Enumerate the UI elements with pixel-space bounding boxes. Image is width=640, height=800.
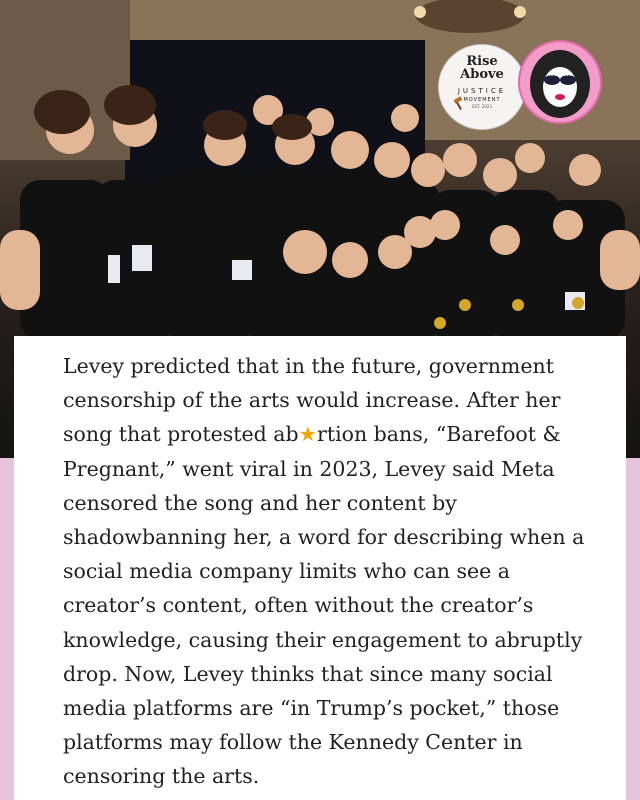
article-text-part-1: Levey predicted that in the future, government censorship of the arts would increase. After her song that protested ab bbox=[63, 354, 561, 447]
logo-rise-line-2: Above bbox=[460, 67, 504, 82]
logo-rise-line-3: JUSTICE bbox=[457, 87, 507, 95]
logo-rise-line-1: Rise bbox=[466, 54, 498, 69]
logo-rise-line-5: EST. 2023 bbox=[472, 104, 492, 109]
rise-above-logo bbox=[438, 44, 526, 130]
face-illustration-icon bbox=[520, 42, 600, 122]
logo-rise-line-4: MOVEMENT bbox=[463, 97, 501, 103]
article-text-part-2: rtion bans, “Barefoot & Pregnant,” went viral in 2023, Levey said Meta censored the song and her content by shadowbanning her, a word for describing when a social media company limits who can see a creator’s content, often without the creator’s knowledge, causing their engagement to abruptly drop. Now, Levey thinks that since many social media platforms are “in Trump’s pocket,” those platforms may follow the Kennedy Center in censoring the arts. bbox=[63, 422, 585, 789]
face-logo-label: Kill Freak bbox=[548, 72, 572, 78]
star-icon: ★ bbox=[298, 422, 318, 447]
cartoon-face-logo bbox=[518, 40, 602, 124]
article-paragraph bbox=[63, 349, 603, 794]
